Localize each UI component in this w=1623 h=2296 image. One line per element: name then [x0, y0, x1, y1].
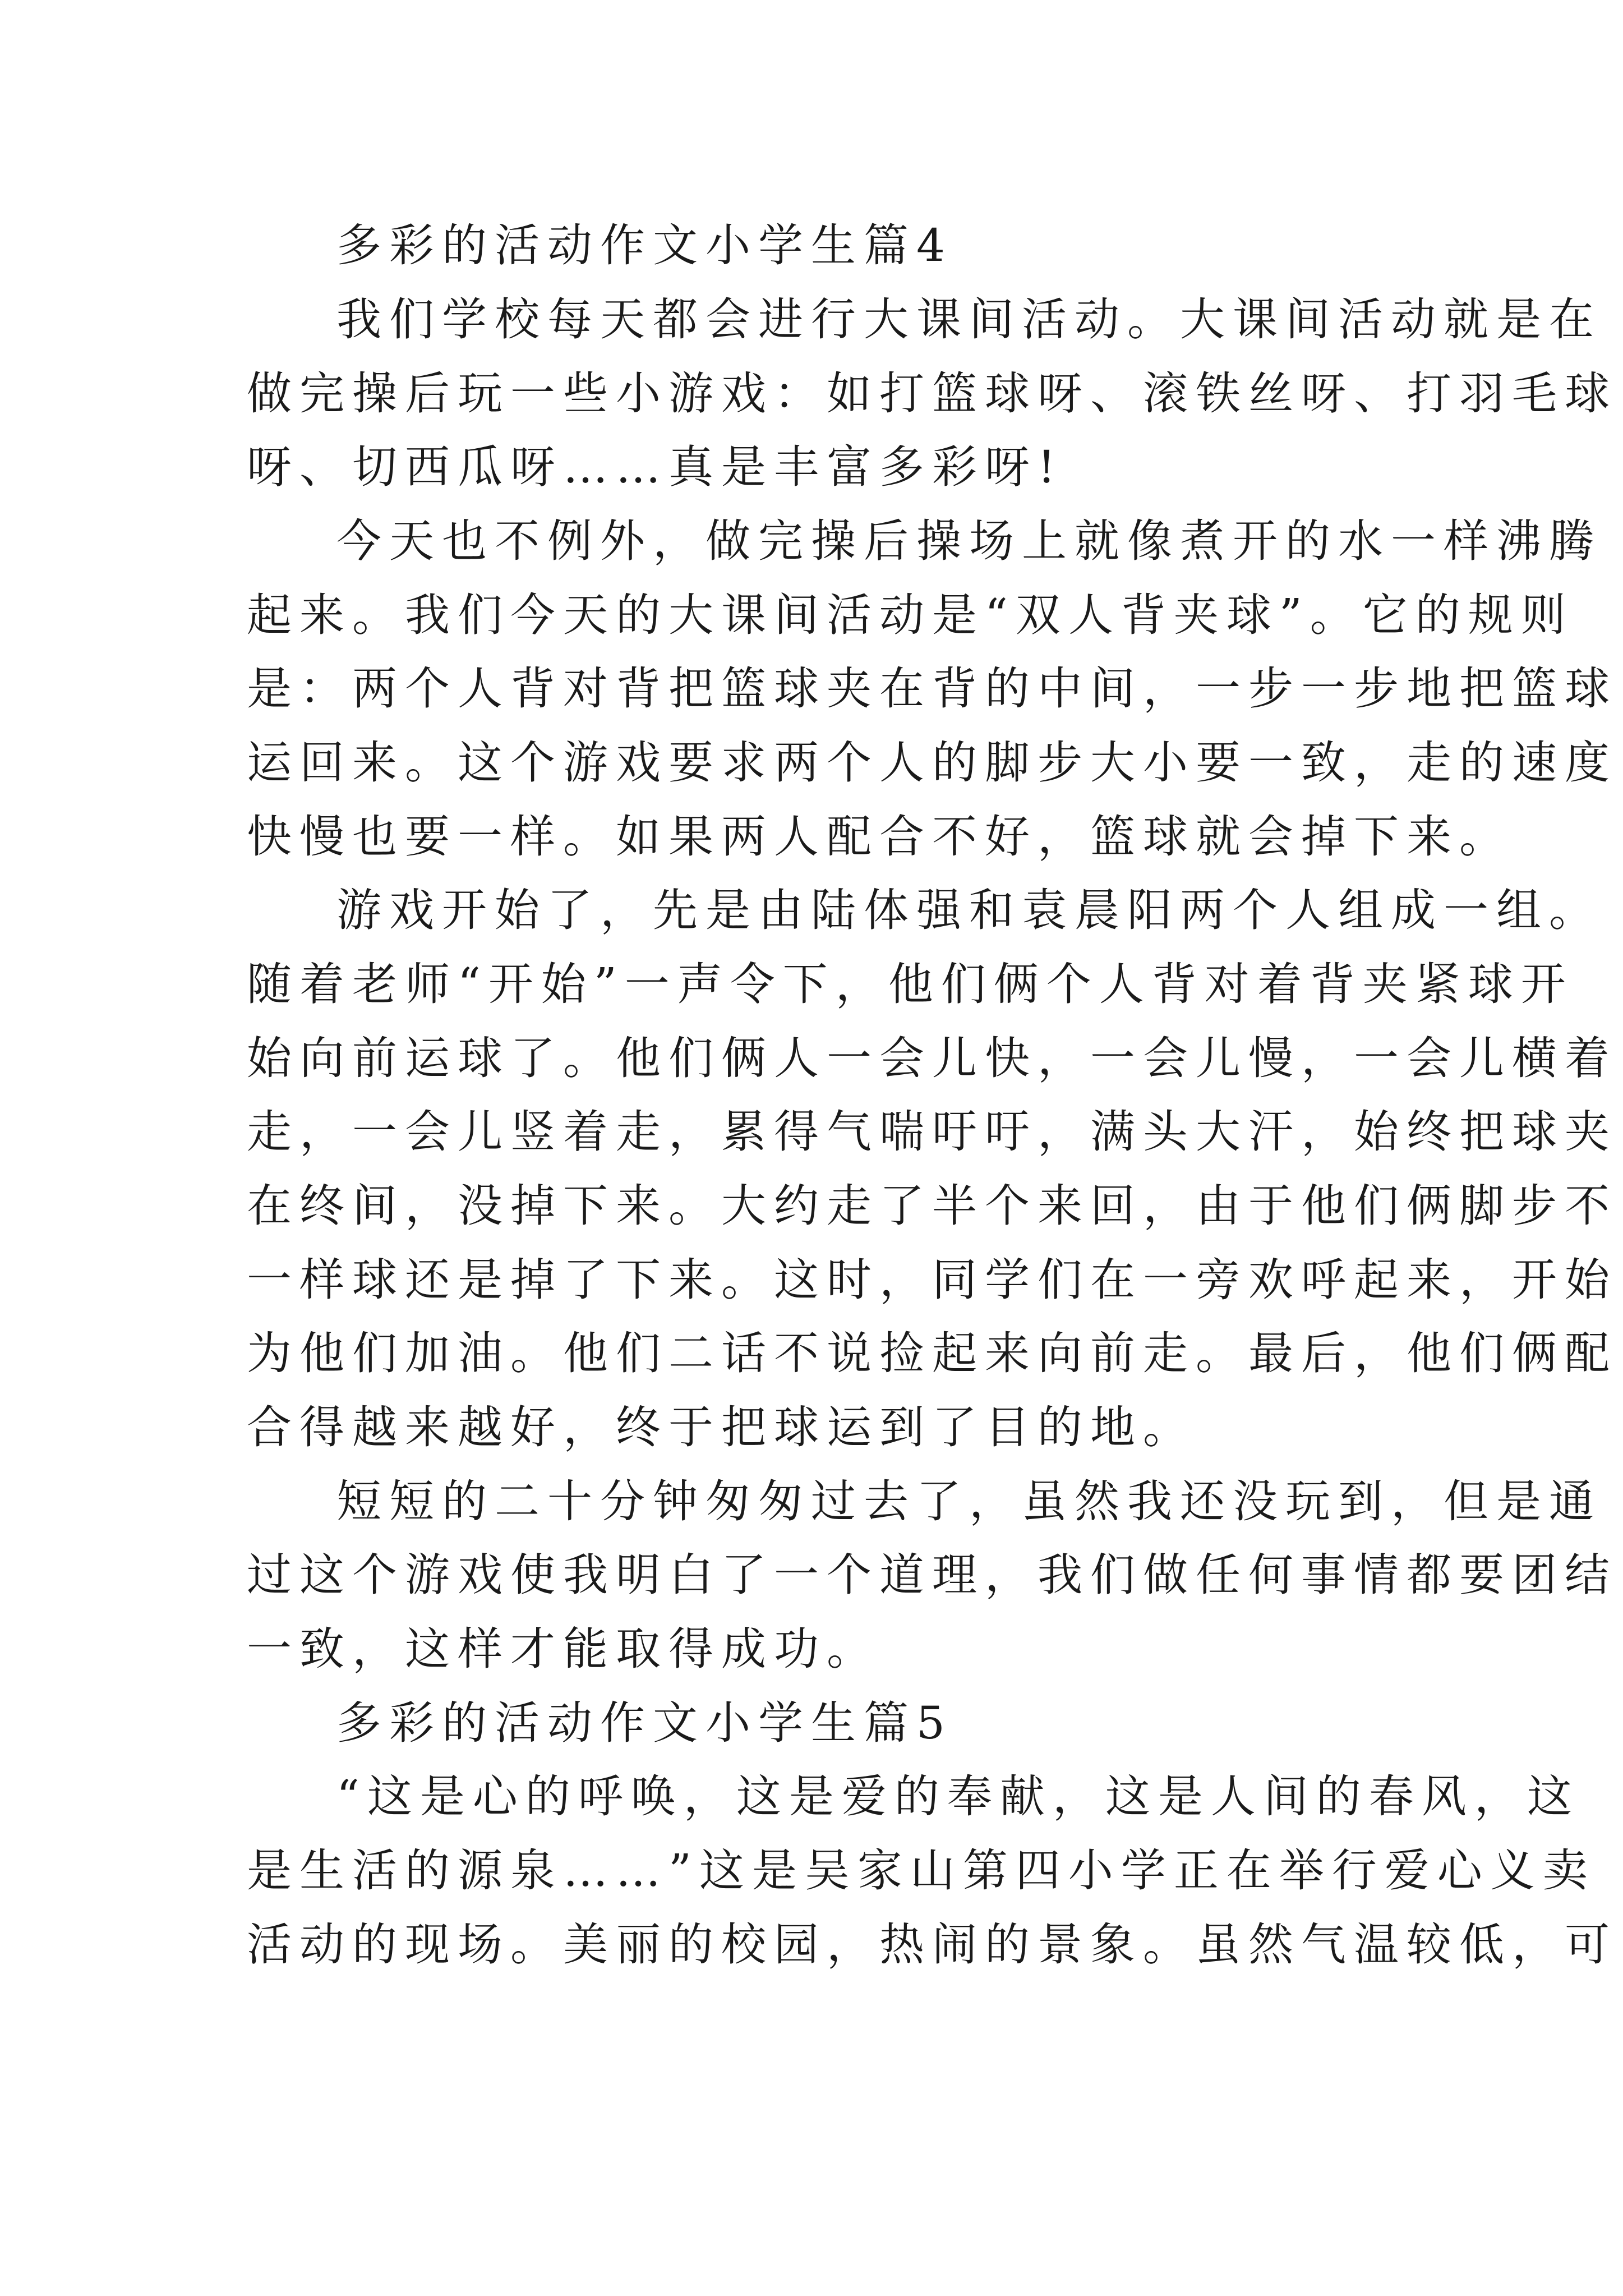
paragraph-line: 今天也不例外，做完操后操场上就像煮开的水一样沸腾 — [336, 515, 1602, 567]
paragraph-line: 一致，这样才能取得成功。 — [247, 1623, 879, 1675]
paragraph-line: 运回来。这个游戏要求两个人的脚步大小要一致，走的速度 — [247, 737, 1617, 789]
paragraph-line: 合得越来越好，终于把球运到了目的地。 — [247, 1401, 1196, 1453]
paragraph-line: 为他们加油。他们二话不说捡起来向前走。最后，他们俩配 — [247, 1327, 1617, 1379]
paragraph-line: 快慢也要一样。如果两人配合不好，篮球就会掉下来。 — [247, 811, 1512, 863]
paragraph-line: 是：两个人背对背把篮球夹在背的中间，一步一步地把篮球 — [247, 662, 1617, 715]
paragraph-line: 随着老师“开始”一声令下，他们俩个人背对着背夹紧球开 — [247, 958, 1574, 1010]
paragraph-line: 我们学校每天都会进行大课间活动。大课间活动就是在 — [336, 293, 1602, 346]
paragraph-line: “这是心的呼唤，这是爱的奉献，这是人间的春风，这 — [336, 1770, 1580, 1823]
paragraph-line: 始向前运球了。他们俩人一会儿快，一会儿慢，一会儿横着 — [247, 1032, 1617, 1084]
paragraph-line: 过这个游戏使我明白了一个道理，我们做任何事情都要团结 — [247, 1549, 1617, 1601]
paragraph-line: 做完操后玩一些小游戏：如打篮球呀、滚铁丝呀、打羽毛球 — [247, 367, 1617, 420]
paragraph-line: 在终间，没掉下来。大约走了半个来回，由于他们俩脚步不 — [247, 1180, 1617, 1232]
paragraph-line: 是生活的源泉……”这是吴家山第四小学正在举行爱心义卖 — [247, 1844, 1596, 1897]
paragraph-line: 一样球还是掉了下来。这时，同学们在一旁欢呼起来，开始 — [247, 1254, 1617, 1306]
paragraph-line: 起来。我们今天的大课间活动是“双人背夹球”。它的规则 — [247, 589, 1574, 641]
paragraph-line: 活动的现场。美丽的校园，热闹的景象。虽然气温较低，可 — [247, 1918, 1617, 1971]
paragraph-line: 游戏开始了，先是由陆体强和袁晨阳两个人组成一组。 — [336, 884, 1602, 936]
section-5-heading: 多彩的活动作文小学生篇5 — [336, 1697, 953, 1749]
paragraph-line: 走，一会儿竖着走，累得气喘吁吁，满头大汗，始终把球夹 — [247, 1106, 1617, 1158]
paragraph-line: 呀、切西瓜呀……真是丰富多彩呀! — [247, 441, 1064, 493]
paragraph-line: 短短的二十分钟匆匆过去了，虽然我还没玩到，但是通 — [336, 1475, 1602, 1527]
section-4-heading: 多彩的活动作文小学生篇4 — [336, 219, 953, 272]
